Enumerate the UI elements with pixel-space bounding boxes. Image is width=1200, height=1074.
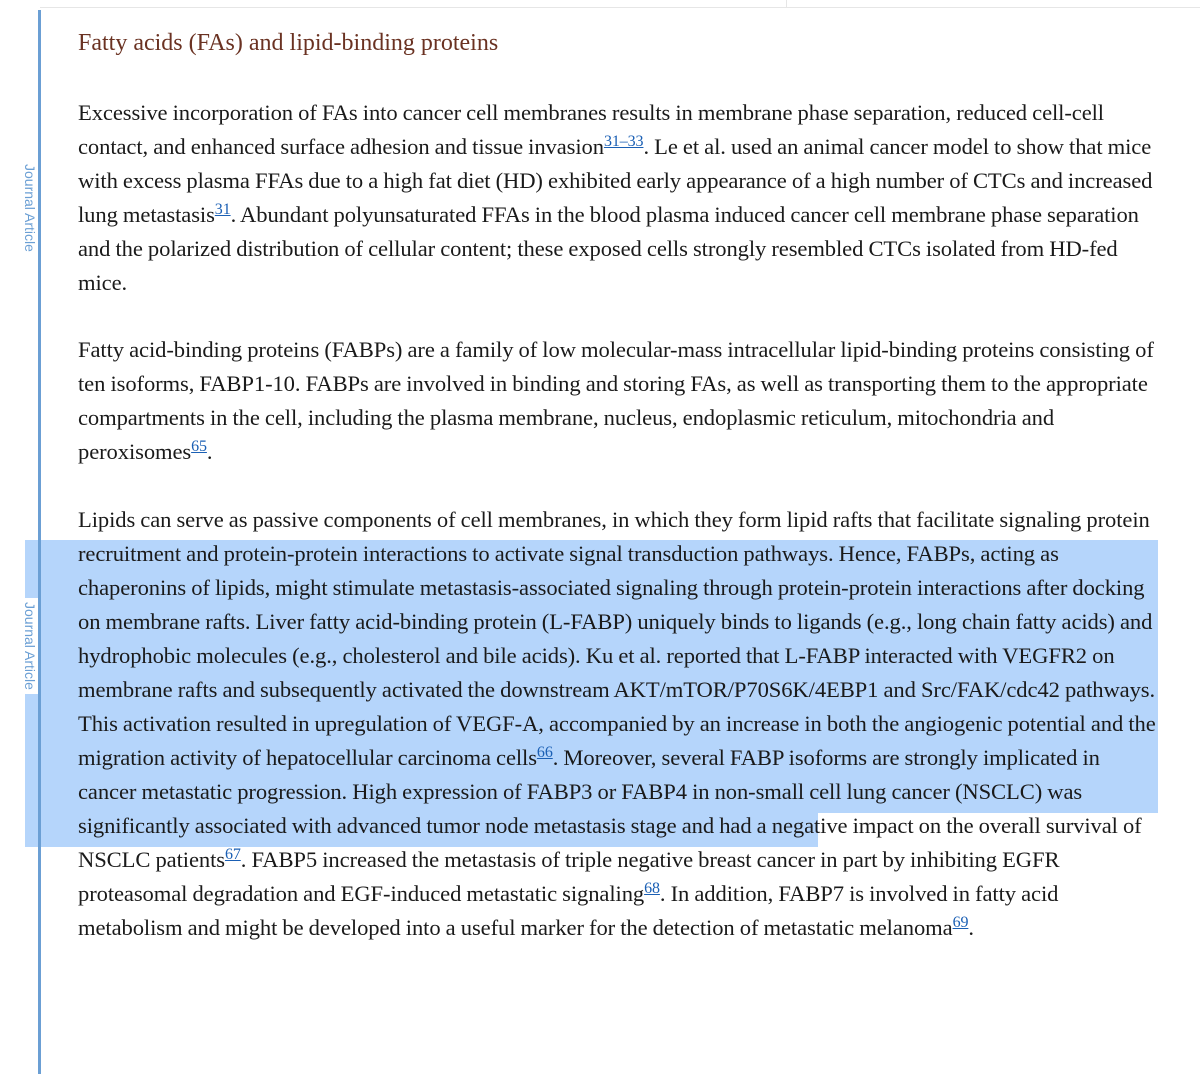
- annotation-label-journal-article-1[interactable]: Journal Article: [22, 160, 38, 256]
- paragraph-text: . Abundant polyunsaturated FFAs in the blood plasma induced cancer cell membrane phase separation and the polarized distribution of cellular content; these exposed cells strongly resembled CTCs isolated from HD-fed mice.: [78, 202, 1139, 295]
- paragraph-lipid-rafts[interactable]: [78, 503, 1163, 945]
- paragraph-text: Fatty acid-binding proteins (FABPs) are a family of low molecular-mass intracellular lipid-binding proteins consisting of ten isoforms, FABP1-10. FABPs are involved in binding and storing FAs, as well as transporting them to the appropriate compartments in the cell, including the plasma membrane, nucleus, endoplasmic reticulum, mitochondria and peroxisomes: [78, 337, 1154, 464]
- paragraph-text: . FABP5 increased the metastasis of triple negative breast cancer in part by inhibiting EGFR proteasomal degradation and EGF-induced metastatic signaling: [78, 847, 1060, 906]
- paragraph-fabp-family: [78, 333, 1163, 469]
- citation-link[interactable]: 66: [536, 744, 553, 761]
- citation-link[interactable]: 69: [952, 914, 969, 931]
- paragraph-text: . Le et al. used an animal cancer model to show that mice with excess plasma FFAs due to a high fat diet (HD) exhibited early appearance of a high number of CTCs and increased lung metastasis: [78, 134, 1153, 227]
- citation-link[interactable]: 68: [644, 880, 660, 897]
- paragraph-text: Excessive incorporation of FAs into cancer cell membranes results in membrane phase separation, reduced cell-cell contact, and enhanced surface adhesion and tissue invasion: [78, 100, 1104, 159]
- section-title: Fatty acids (FAs) and lipid-binding proteins: [78, 30, 499, 56]
- paragraph-fatty-acid-incorporation: [78, 96, 1163, 300]
- paragraph-text: . In addition, FABP7 is involved in fatty acid metabolism and might be developed into a useful marker for the detection of metastatic melanoma: [78, 881, 1059, 940]
- paragraph-text: .: [206, 439, 213, 464]
- annotation-rail[interactable]: [38, 10, 41, 1074]
- paragraph-text: . Moreover, several FABP isoforms are strongly implicated in cancer metastatic progression. High expression of FABP3 or FABP4 in non-small cell lung cancer (NSCLC) was significantly associated with advanced tumor node metastasis stage and had a negative impact on the overall survival of NSCLC patients: [78, 745, 1142, 872]
- citation-link[interactable]: 67: [224, 846, 241, 863]
- article-content: [78, 26, 1163, 945]
- frame-top-border: [40, 0, 1200, 8]
- citation-link[interactable]: 31–33: [603, 133, 644, 150]
- citation-link[interactable]: 65: [191, 438, 207, 455]
- annotation-label-journal-article-2[interactable]: Journal Article: [22, 598, 38, 694]
- paragraph-text: .: [968, 915, 974, 940]
- frame-divider: [786, 0, 787, 7]
- citation-link[interactable]: 31: [214, 201, 231, 218]
- paragraph-text: Lipids can serve as passive components of cell membranes, in which they form lipid rafts that facilitate signaling protein recruitment and protein-protein interactions to activate signal transduction pathways. Hence, FABPs, acting as chaperonins of lipids, might stimulate metastasis-associated signaling through protein-protein interactions after docking on membrane rafts. Liver fatty acid-binding protein (L-FABP) uniquely binds to ligands (e.g., long chain fatty acids) and hydrophobic molecules (e.g., cholesterol and bile acids). Ku et al. reported that L-FABP interacted with VEGFR2 on membrane rafts and subsequently activated the downstream AKT/mTOR/P70S6K/4EBP1 and Src/FAK/cdc42 pathways. This activation resulted in upregulation of VEGF-A, accompanied by an increase in both the angiogenic potential and the migration activity of hepatocellular carcinoma cells: [78, 507, 1156, 770]
